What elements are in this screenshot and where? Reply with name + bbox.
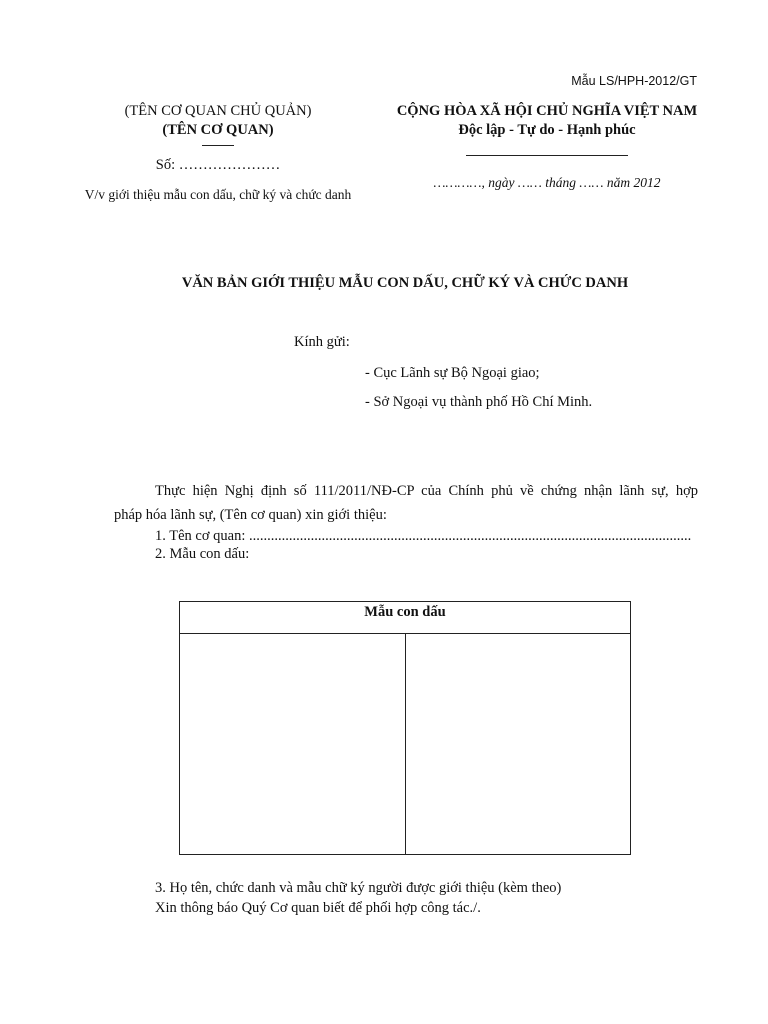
- recipient-item: - Sở Ngoại vụ thành phố Hồ Chí Minh.: [365, 394, 593, 410]
- document-number: Số: …………………: [155, 157, 281, 173]
- closing-line: Xin thông báo Quý Cơ quan biết để phối hợp công tác./.: [155, 900, 481, 916]
- agency-header: [70, 102, 366, 146]
- intro-line-2: pháp hóa lãnh sự, (Tên cơ quan) xin giới thiệu:: [114, 507, 387, 523]
- parent-agency: (TÊN CƠ QUAN CHỦ QUẢN): [124, 103, 312, 119]
- document-title: VĂN BẢN GIỚI THIỆU MẪU CON DẤU, CHỮ KÝ VÀ CHỨC DANH: [181, 275, 629, 291]
- recipient-item: - Cục Lãnh sự Bộ Ngoại giao;: [365, 365, 540, 381]
- date-line: …………, ngày …… tháng …… năm 2012: [433, 175, 661, 190]
- motto-underline: [466, 155, 628, 156]
- document-subject: V/v giới thiệu mẫu con dấu, chữ ký và chức danh: [84, 187, 352, 202]
- seal-cell-right: [406, 634, 631, 855]
- item-seal-sample: 2. Mẫu con dấu:: [155, 546, 250, 562]
- recipients-label: Kính gửi:: [294, 334, 350, 350]
- form-code: Mẫu LS/HPH-2012/GT: [571, 74, 697, 88]
- intro-paragraph: [114, 479, 698, 527]
- country-name: CỘNG HÒA XÃ HỘI CHỦ NGHĨA VIỆT NAM: [396, 103, 698, 119]
- agency-name: (TÊN CƠ QUAN): [162, 122, 274, 138]
- intro-line-1: Thực hiện Nghị định số 111/2011/NĐ-CP của Chính phủ về chứng nhận lãnh sự, hợp: [155, 483, 698, 499]
- item-signatory: 3. Họ tên, chức danh và mẫu chữ ký người được giới thiệu (kèm theo): [155, 880, 562, 896]
- national-header: [388, 102, 706, 156]
- item-agency-name: 1. Tên cơ quan: ..........................................................................................................................: [155, 528, 692, 544]
- national-motto: Độc lập - Tự do - Hạnh phúc: [458, 122, 636, 138]
- seal-table-header: Mẫu con dấu: [180, 602, 631, 634]
- seal-sample-table: [179, 601, 631, 855]
- seal-cell-left: [180, 634, 406, 855]
- agency-underline: [202, 145, 234, 146]
